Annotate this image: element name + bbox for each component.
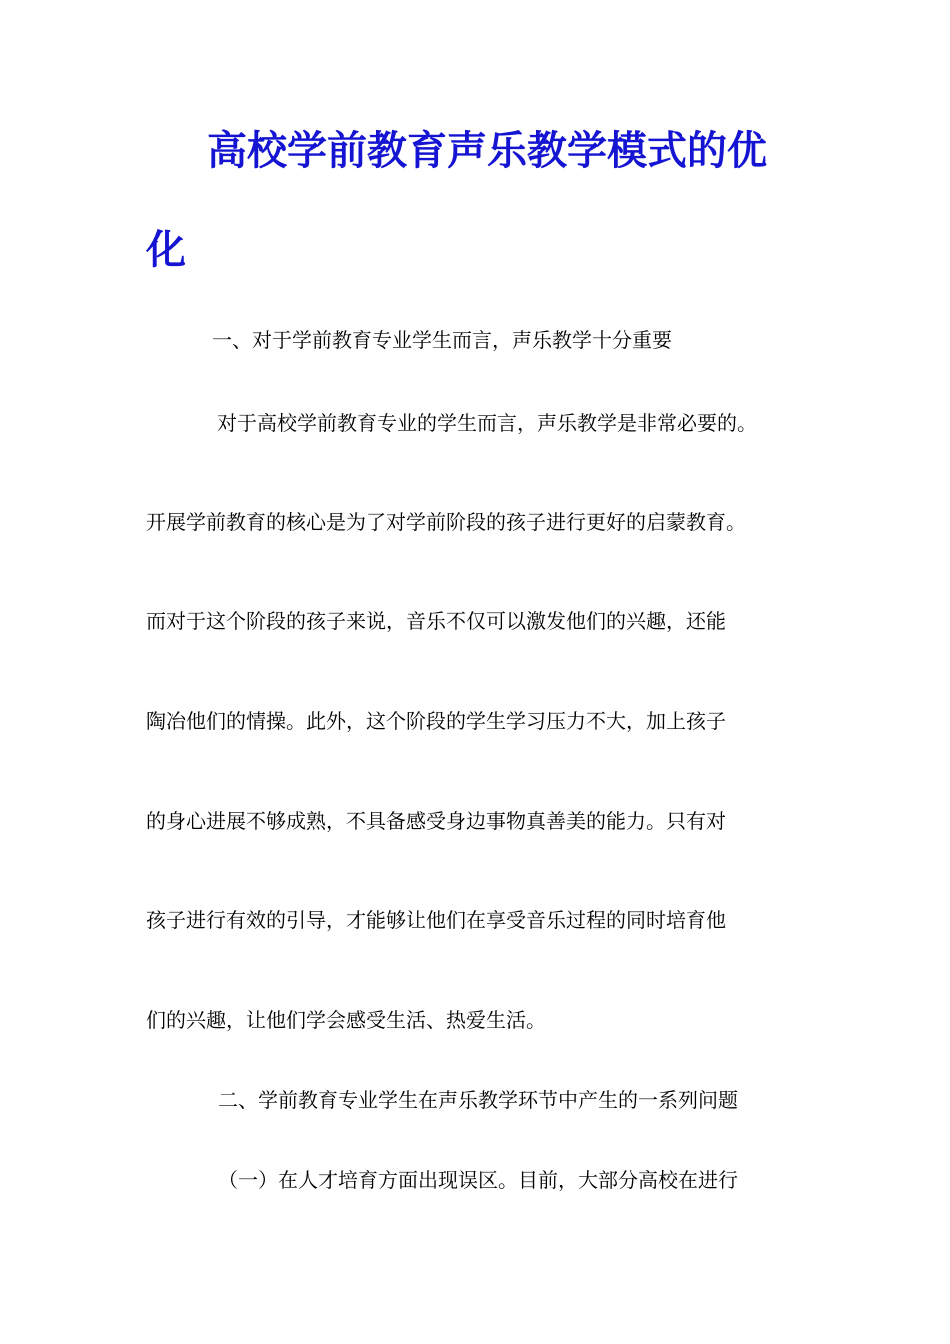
paragraph-line-2: 开展学前教育的核心是为了对学前阶段的孩子进行更好的启蒙教育。 — [146, 510, 746, 534]
section-heading-1: 一、对于学前教育专业学生而言，声乐教学十分重要 — [212, 328, 672, 352]
paragraph-line-6: 孩子进行有效的引导，才能够让他们在享受音乐过程的同时培育他 — [146, 908, 726, 932]
paragraph-line-3: 而对于这个阶段的孩子来说，音乐不仅可以激发他们的兴趣，还能 — [146, 609, 726, 633]
document-title-line-1: 高校学前教育声乐教学模式的优 — [207, 127, 767, 174]
paragraph-line-1: 对于高校学前教育专业的学生而言，声乐教学是非常必要的。 — [217, 411, 757, 435]
paragraph-line-4: 陶冶他们的情操。此外，这个阶段的学生学习压力不大，加上孩子 — [146, 709, 726, 733]
document-title-line-2: 化 — [146, 226, 186, 273]
paragraph-line-7: 们的兴趣，让他们学会感受生活、热爱生活。 — [146, 1008, 546, 1032]
paragraph-line-5: 的身心进展不够成熟，不具备感受身边事物真善美的能力。只有对 — [146, 809, 726, 833]
section-heading-2: 二、学前教育专业学生在声乐教学环节中产生的一系列问题 — [218, 1088, 738, 1112]
subsection-line-1: （一）在人才培育方面出现误区。目前，大部分高校在进行 — [218, 1168, 738, 1192]
